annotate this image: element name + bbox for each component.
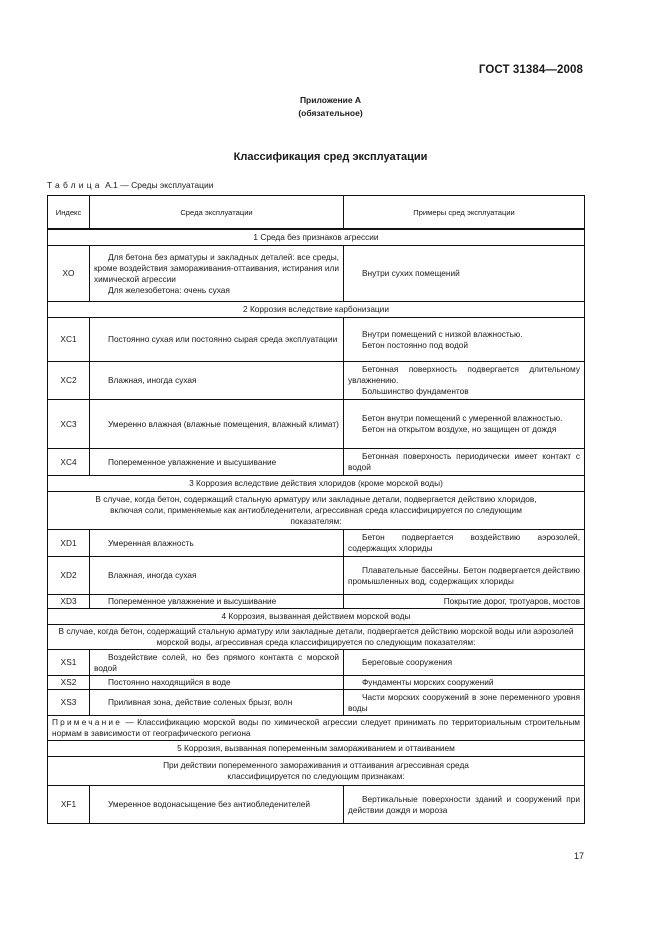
group-lead-row — [48, 757, 585, 786]
table-caption — [47, 180, 213, 190]
group-lead-text: В случае, когда бетон, содержащий стальную арматуру или закладные детали, подвергается действию хлоридов, включая соли, применяемые как антиобледенители, агрессивная среда классифицируется по следующим показателям: — [48, 492, 585, 530]
column-header-examples: Примеры сред эксплуатации — [344, 196, 585, 230]
group-header-row — [48, 476, 585, 492]
example-text: Береговые сооружения — [362, 657, 453, 667]
group-header-row — [48, 229, 585, 246]
group-header-row — [48, 741, 585, 757]
example-text: Бетон на открытом воздухе, но защищен от дождя — [362, 424, 557, 434]
environment-table — [47, 195, 585, 824]
group-title: 5 Коррозия, вызванная попеременным замораживанием и оттаиванием — [48, 741, 585, 757]
index-cell: XD3 — [48, 595, 90, 609]
group-lead-row — [48, 492, 585, 530]
table-row — [48, 786, 585, 824]
environment-cell — [90, 786, 344, 824]
example-text: Бетон подвергается воздействию аэрозолей, содержащих хлориды — [348, 532, 580, 553]
table-row — [48, 246, 585, 302]
index-cell: XS1 — [48, 650, 90, 676]
environment-cell — [90, 449, 344, 476]
index-cell: XD1 — [48, 530, 90, 557]
page-number: 17 — [573, 851, 584, 861]
environment-cell — [90, 362, 344, 400]
group-title: 1 Среда без признаков агрессии — [48, 229, 585, 246]
examples-cell — [344, 690, 585, 716]
environment-text: Умеренная влажность — [108, 537, 194, 548]
examples-cell — [344, 676, 585, 690]
environment-text: Влажная, иногда сухая — [108, 570, 197, 580]
table-row — [48, 650, 585, 676]
environment-text: Умеренно влажная (влажные помещения, влажный климат) — [108, 418, 339, 429]
section-title: Классификация сред эксплуатации — [233, 151, 428, 163]
example-text: Бетон постоянно под водой — [362, 339, 469, 350]
environment-cell — [90, 557, 344, 595]
example-text: Покрытие дорог, тротуаров, мостов — [443, 596, 580, 606]
index-cell: XD2 — [48, 557, 90, 595]
index-cell: XS3 — [48, 690, 90, 716]
environment-text: Умеренное водонасыщение без антиобледенителей — [108, 799, 311, 809]
appendix-status: (обязательное) — [298, 108, 363, 118]
group-title: 2 Коррозия вследствие карбонизации — [48, 302, 585, 318]
document-code: ГОСТ 31384—2008 — [478, 64, 583, 76]
note-text: — Классификацию морской воды по химической агрессии следует принимать по территориальным строительным нормам в зависимости от географического региона — [52, 717, 580, 738]
table-row — [48, 690, 585, 716]
note-row — [48, 716, 585, 741]
environment-text: Для железобетона: очень сухая — [108, 284, 230, 295]
table-row — [48, 318, 585, 362]
group-header-row — [48, 302, 585, 318]
example-text: Бетон внутри помещений с умеренной влажностью. — [362, 413, 563, 423]
index-cell: XC3 — [48, 400, 90, 449]
index-cell: XC2 — [48, 362, 90, 400]
example-text: Внутри помещений с низкой влажностью. — [362, 328, 523, 339]
environment-cell — [90, 595, 344, 609]
example-text: Большинство фундаментов — [362, 386, 469, 396]
environment-cell — [90, 650, 344, 676]
table-caption-text: А.1 — Среды эксплуатации — [105, 180, 214, 190]
environment-text: Для бетона без арматуры и закладных деталей: все среды, кроме воздействия замораживания-оттаивания, истирания или химической агрессии — [94, 251, 339, 284]
group-lead-row — [48, 625, 585, 650]
note-label: Примечание — [52, 717, 123, 727]
environment-text: Приливная зона, действие соленых брызг, волн — [108, 697, 293, 707]
index-cell: XF1 — [48, 786, 90, 824]
environment-text: Постоянно сухая или постоянно сырая среда эксплуатации — [108, 334, 338, 344]
table-caption-prefix: Таблица — [47, 180, 103, 190]
example-text: Фундаменты морских сооружений — [362, 677, 494, 687]
table-row — [48, 362, 585, 400]
column-header-environment: Среда эксплуатации — [90, 196, 344, 230]
index-cell: XS2 — [48, 676, 90, 690]
example-text: Вертикальные поверхности зданий и сооружений при действии дождя и мороза — [348, 793, 580, 815]
environment-text: Попеременное увлажнение и высушивание — [108, 596, 277, 606]
table-row — [48, 530, 585, 557]
table-row — [48, 595, 585, 609]
environment-cell — [90, 690, 344, 716]
environment-cell — [90, 400, 344, 449]
example-text: Бетонная поверхность подвергается длительному увлажнению. — [348, 364, 580, 385]
table-row — [48, 557, 585, 595]
examples-cell — [344, 650, 585, 676]
index-cell: XC1 — [48, 318, 90, 362]
examples-cell — [344, 362, 585, 400]
group-title: 3 Коррозия вследствие действия хлоридов (кроме морской воды) — [48, 476, 585, 492]
environment-cell — [90, 530, 344, 557]
example-text: Бетонная поверхность периодически имеет контакт с водой — [348, 451, 580, 472]
index-cell: XC4 — [48, 449, 90, 476]
examples-cell — [344, 400, 585, 449]
environment-text: Попеременное увлажнение и высушивание — [108, 456, 277, 467]
examples-cell — [344, 246, 585, 302]
examples-cell — [344, 449, 585, 476]
index-cell: XO — [48, 246, 90, 302]
example-text: Внутри сухих помещений — [362, 268, 460, 278]
column-header-index: Индекс — [48, 196, 90, 230]
environment-cell — [90, 246, 344, 302]
environment-text: Постоянно находящийся в воде — [108, 677, 231, 687]
group-lead-text: При действии попеременного замораживания и оттаивания агрессивная среда классифицируется по следующим признакам: — [48, 757, 585, 786]
examples-cell — [344, 595, 585, 609]
table-header-row — [48, 196, 585, 230]
example-text: Части морских сооружений в зоне переменного уровня воды — [348, 691, 580, 713]
group-title: 4 Коррозия, вызванная действием морской воды — [48, 609, 585, 625]
environment-cell — [90, 318, 344, 362]
examples-cell — [344, 530, 585, 557]
group-header-row — [48, 609, 585, 625]
note-cell — [48, 716, 585, 741]
group-lead-text: В случае, когда бетон, содержащий стальную арматуру или закладные детали, подвергается действию морской воды или аэрозолей морской воды, агрессивная среда классифицируется по следующим показателям: — [48, 625, 585, 650]
example-text: Плавательные бассейны. Бетон подвергается действию промышленных вод, содержащих хлориды — [348, 564, 580, 586]
table-row — [48, 676, 585, 690]
appendix-title: Приложение А — [299, 95, 362, 105]
examples-cell — [344, 786, 585, 824]
table-row — [48, 449, 585, 476]
environment-text: Воздействие солей, но без прямого контакта с морской водой — [94, 651, 339, 673]
table-row — [48, 400, 585, 449]
environment-text: Влажная, иногда сухая — [108, 375, 197, 385]
environment-cell — [90, 676, 344, 690]
examples-cell — [344, 318, 585, 362]
examples-cell — [344, 557, 585, 595]
